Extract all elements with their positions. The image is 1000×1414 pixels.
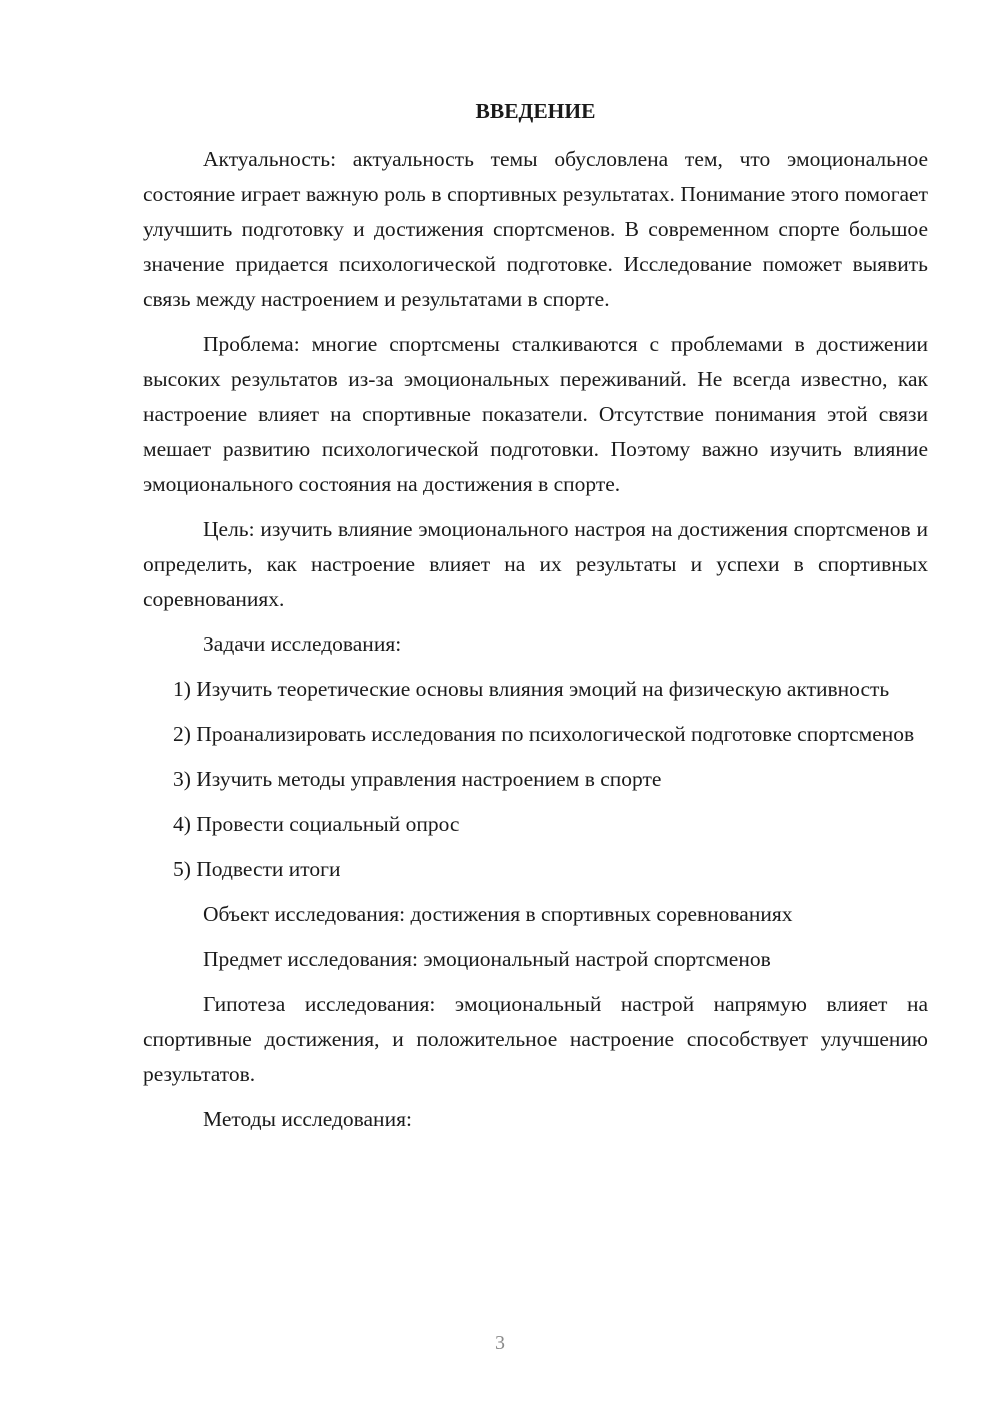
page-number: 3 bbox=[495, 1332, 505, 1354]
task-item: 4) Провести социальный опрос bbox=[173, 812, 460, 836]
task-item: 3) Изучить методы управления настроением в спорте bbox=[173, 767, 662, 791]
task-item: 2) Проанализировать исследования по психологической подготовке спортсменов bbox=[173, 722, 915, 746]
tasks-heading: Задачи исследования: bbox=[203, 632, 402, 656]
task-item: 5) Подвести итоги bbox=[173, 857, 341, 881]
methods-heading: Методы исследования: bbox=[203, 1107, 412, 1131]
hypothesis-paragraph: Гипотеза исследования: эмоциональный настрой напрямую влияет на спортивные достижения, и положительное настроение способствует улучшению результатов. bbox=[143, 992, 928, 1086]
document-page bbox=[143, 96, 928, 1147]
task-item: 1) Изучить теоретические основы влияния эмоций на физическую активность bbox=[173, 677, 890, 701]
subject-paragraph: Предмет исследования: эмоциональный настрой спортсменов bbox=[203, 947, 771, 971]
goal-paragraph: Цель: изучить влияние эмоционального настроя на достижения спортсменов и определить, как настроение влияет на их результаты и успехи в спортивных соревнованиях. bbox=[143, 517, 928, 611]
object-paragraph: Объект исследования: достижения в спортивных соревнованиях bbox=[203, 902, 793, 926]
section-heading: ВВЕДЕНИЕ bbox=[475, 99, 596, 123]
problem-paragraph: Проблема: многие спортсмены сталкиваются с проблемами в достижении высоких результатов из-за эмоциональных переживаний. Не всегда известно, как настроение влияет на спортивные показатели. Отсутствие понимания этой связи мешает развитию психологической подготовки. Поэтому важно изучить влияние эмоционального состояния на достижения в спорте. bbox=[143, 332, 928, 496]
relevance-paragraph: Актуальность: актуальность темы обусловлена тем, что эмоциональное состояние играет важную роль в спортивных результатах. Понимание этого помогает улучшить подготовку и достижения спортсменов. В современном спорте большое значение придается психологической подготовке. Исследование поможет выявить связь между настроением и результатами в спорте. bbox=[143, 147, 928, 311]
